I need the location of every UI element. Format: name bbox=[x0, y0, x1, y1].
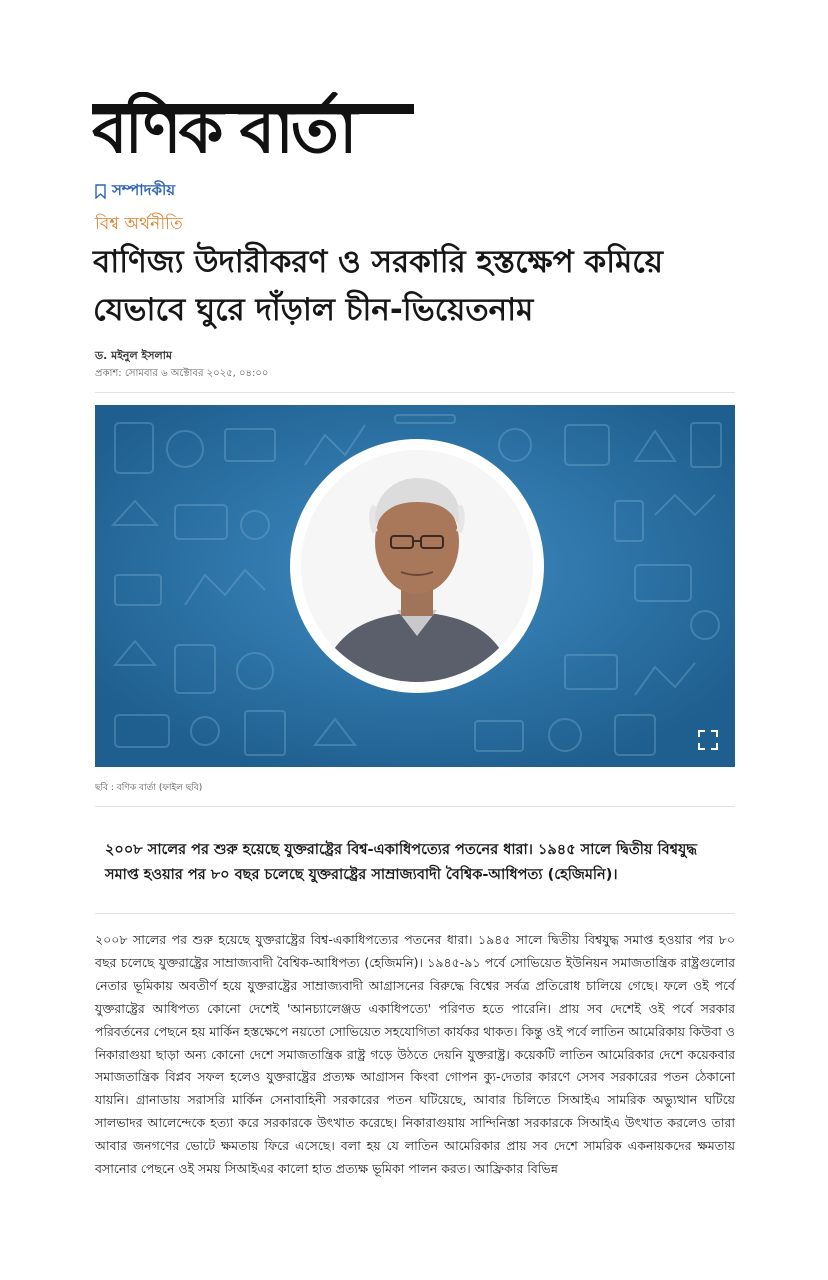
article-summary: ২০০৮ সালের পর শুরু হয়েছে যুক্তরাষ্ট্রের বিশ্ব-একাধিপত্যের পতনের ধারা। ১৯৪৫ সালে দ্বিতীয় বিশ্বযুদ্ধ সমাপ্ত হওয়ার পর ৮০ বছর চলেছে যুক্তরাষ্ট্রের সাম্রাজ্যবাদী বৈশ্বিক-আধিপত্য (হেজিমনি)। bbox=[105, 842, 697, 883]
author-portrait-frame bbox=[290, 439, 544, 693]
article-kicker[interactable]: বিশ্ব অর্থনীতি bbox=[95, 214, 183, 234]
image-caption: ছবি : বণিক বার্তা (ফাইল ছবি) bbox=[95, 783, 203, 793]
divider bbox=[95, 913, 735, 914]
divider bbox=[95, 806, 735, 807]
section-link[interactable] bbox=[95, 180, 175, 202]
portrait-illustration bbox=[301, 450, 533, 682]
author-name[interactable]: ড. মইনুল ইসলাম bbox=[95, 349, 173, 362]
article-title: বাণিজ্য উদারীকরণ ও সরকারি হস্তক্ষেপ কমিয়ে যেভাবে ঘুরে দাঁড়াল চীন-ভিয়েতনাম bbox=[93, 244, 663, 328]
fullscreen-icon[interactable] bbox=[697, 729, 719, 751]
article-body: ২০০৮ সালের পর শুরু হয়েছে যুক্তরাষ্ট্রের বিশ্ব-একাধিপত্যের পতনের ধারা। ১৯৪৫ সালে দ্বিতীয় বিশ্বযুদ্ধ সমাপ্ত হওয়ার পর ৮০ বছর চলেছে যুক্তরাষ্ট্রের সাম্রাজ্যবাদী বৈশ্বিক-আধিপত্য (হেজিমনি)। ১৯৪৫-৯১ পর্বে সোভিয়েত ইউনিয়ন সমাজতান্ত্রিক রাষ্ট্রগুলোর নেতার ভূমিকায় অবতীর্ণ হয়ে যুক্তরাষ্ট্রের সাম্রাজ্যবাদী আগ্রাসনের বিরুদ্ধে বিশ্বের সর্বত্র প্রতিরোধ চালিয়ে গেছে। ফলে ওই পর্বে যুক্তরাষ্ট্রের আধিপত্য কোনো দেশেই 'আনচ্যালেঞ্জড একাধিপত্যে' পরিণত হতে পারেনি। প্রায় সব দেশেই ওই পর্বে সরকার পরিবর্তনের পেছনে হয় মার্কিন হস্তক্ষেপে নয়তো সোভিয়েত সহযোগিতা কার্যকর থাকত। কিন্তু ওই পর্বে লাতিন আমেরিকায় কিউবা ও নিকারাগুয়া ছাড়া অন্য কোনো দেশে সমাজতান্ত্রিক রাষ্ট্র গড়ে উঠতে দেয়নি যুক্তরাষ্ট্র। কয়েকটি লাতিন আমেরিকার দেশে কয়েকবার সমাজতান্ত্রিক বিপ্লব সফল হলেও যুক্তরাষ্ট্রের প্রত্যক্ষ আগ্রাসন কিংবা গোপন ক্যু-দেতার কারণে সেসব সরকারের পতন ঠেকানো যায়নি। গ্রানাডায় সরাসরি মার্কিন সেনাবাহিনী সরকারের পতন ঘটিয়েছে, আবার চিলিতে সিআইএ সামরিক অভ্যুত্থান ঘটিয়ে সালভাদর আলেন্দেকে হত্যা করে সরকারকে উৎখাত করেছে। নিকারাগুয়ায় সান্দিনিস্তা সরকারকে সিআইএ উৎখাত করলেও তারা আবার জনগণের ভোটে ক্ষমতায় ফিরে এসেছে। বলা হয় যে লাতিন আমেরিকার প্রায় সব দেশে সামরিক একনায়কদের ক্ষমতায় বসানোর পেছনে ওই সময় সিআইএর কালো হাত প্রত্যক্ষ ভূমিকা পালন করত। আফ্রিকার বিভিন্ন bbox=[95, 932, 735, 1177]
site-logo[interactable]: বণিক বার্তা bbox=[92, 94, 355, 168]
bookmark-icon bbox=[95, 184, 106, 199]
author-portrait bbox=[301, 450, 533, 682]
divider bbox=[95, 392, 735, 393]
publish-date: প্রকাশ: সোমবার ৬ অক্টোবর ২০২৫, ০৪:০০ bbox=[95, 368, 269, 379]
section-label: সম্পাদকীয় bbox=[112, 180, 176, 199]
